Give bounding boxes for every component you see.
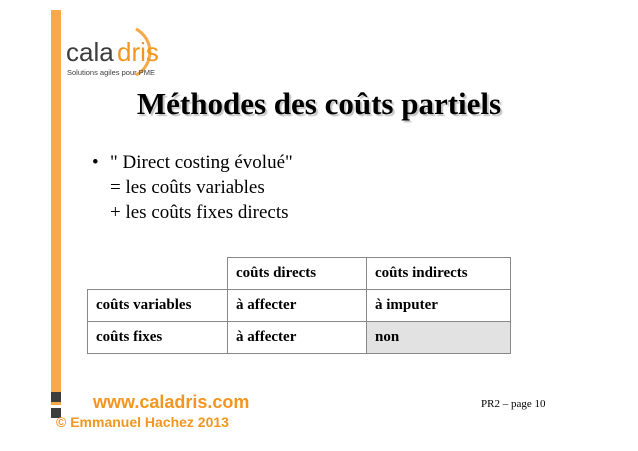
table-row — [88, 290, 511, 322]
table-row — [88, 322, 511, 354]
bullet-subline: = les coûts variables — [110, 177, 265, 198]
bullet-dot-icon: • — [92, 152, 99, 173]
cost-table — [87, 257, 511, 354]
accent-bar — [51, 10, 61, 405]
caladris-logo — [64, 23, 184, 85]
bullet-block — [92, 150, 293, 225]
page-number: PR2 – page 10 — [481, 398, 546, 410]
footer-copyright: © Emmanuel Hachez 2013 — [56, 414, 229, 430]
table-cell: à imputer — [367, 290, 511, 322]
table-header-cell: coûts directs — [228, 258, 367, 290]
bullet-text: " Direct costing évolué" — [110, 152, 293, 173]
svg-text:dris: dris — [117, 37, 159, 67]
logo-tagline: Solutions agiles pour PME — [67, 68, 155, 77]
table-header-cell: coûts indirects — [367, 258, 511, 290]
svg-text:cala: cala — [66, 37, 114, 67]
slide-title: Méthodes des coûts partiels — [136, 86, 502, 121]
footer-url-link[interactable]: www.caladris.com — [93, 392, 250, 412]
table-row-label: coûts variables — [88, 290, 228, 322]
bullet-subline: + les coûts fixes directs — [110, 202, 289, 223]
table-cell: à affecter — [228, 322, 367, 354]
table-header-row — [88, 258, 511, 290]
table-row-label: coûts fixes — [88, 322, 228, 354]
table-corner-cell — [88, 258, 228, 290]
bullet-item — [92, 150, 293, 175]
table-cell: à affecter — [228, 290, 367, 322]
table-cell-highlighted: non — [367, 322, 511, 354]
footer-square — [51, 392, 61, 402]
